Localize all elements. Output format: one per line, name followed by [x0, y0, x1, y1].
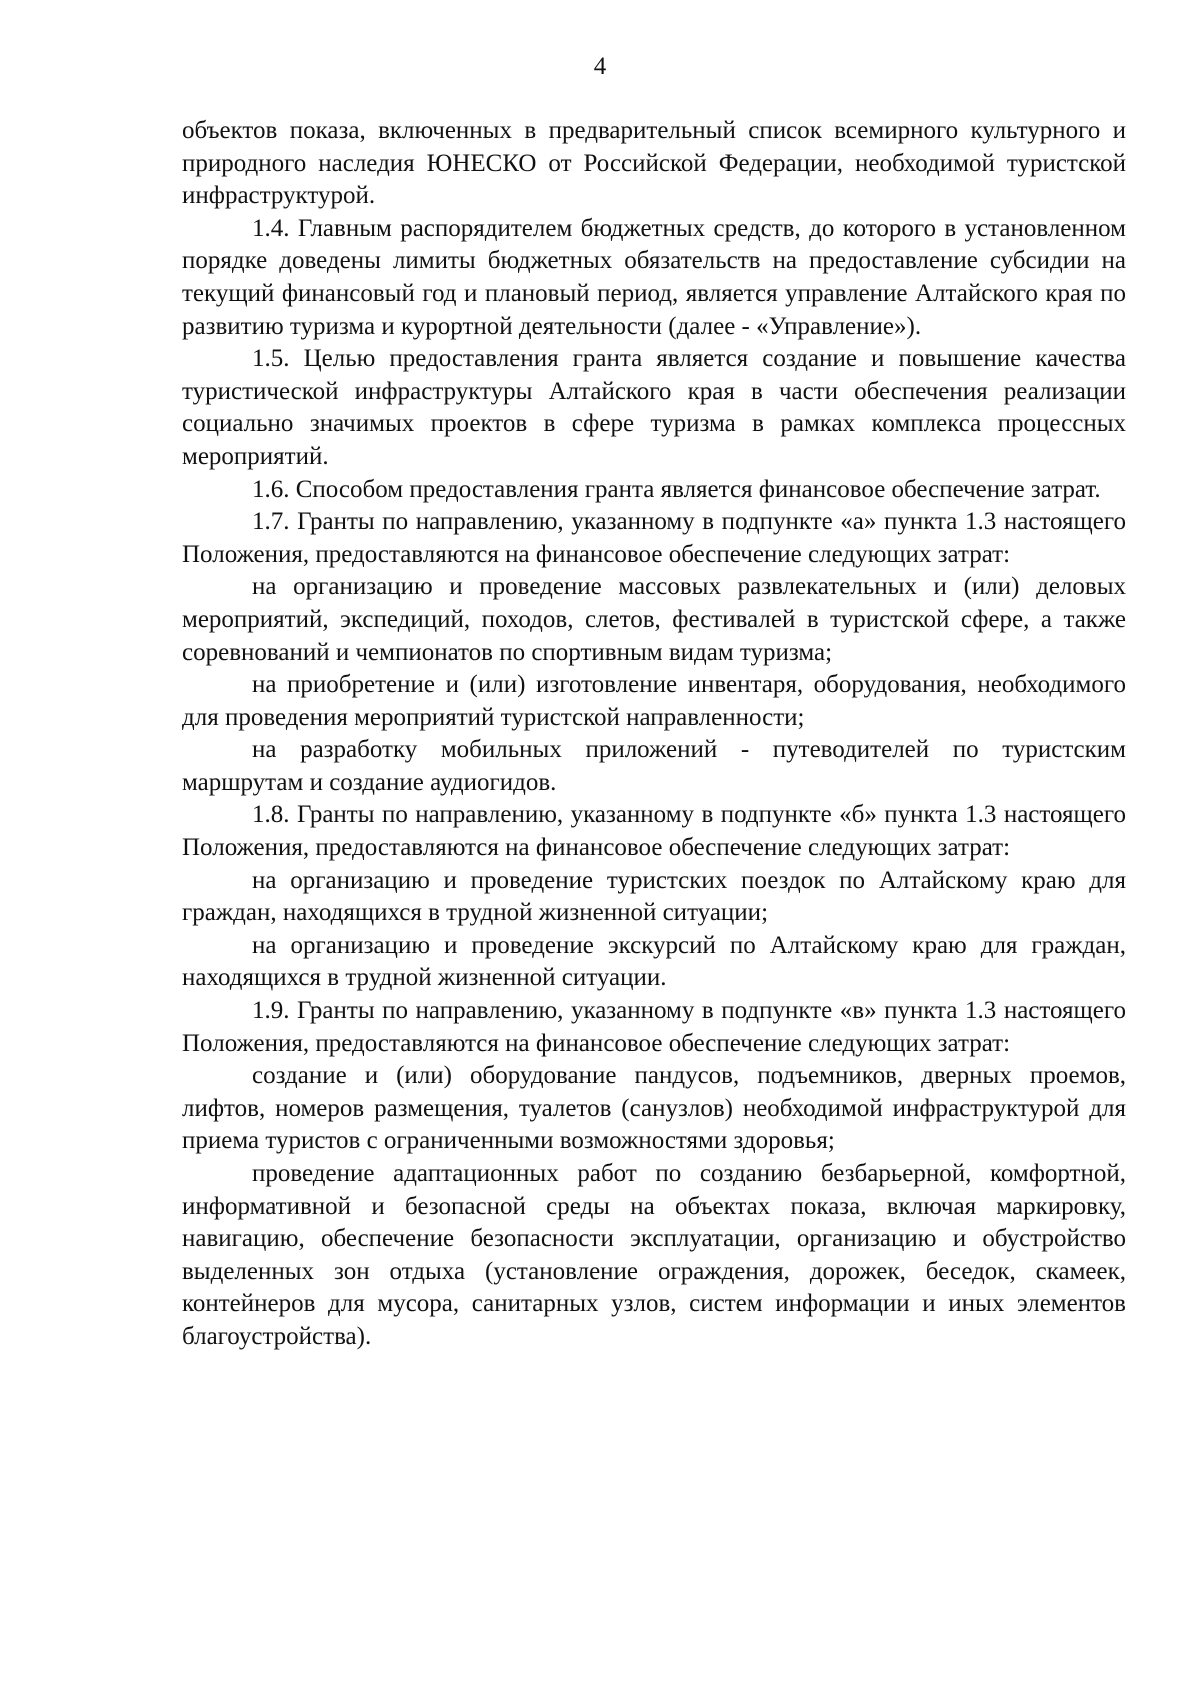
- paragraph: на организацию и проведение туристских поездок по Алтайскому краю для граждан, находящихся в трудной жизненной ситуации;: [182, 866, 1126, 927]
- paragraph: 1.5. Целью предоставления гранта является создание и повышение качества туристической инфраструктуры Алтайского края в части обеспечения реализации социально значимых проектов в сфере туризма в рамках комплекса процессных мероприятий.: [182, 345, 1126, 470]
- paragraph: 1.4. Главным распорядителем бюджетных средств, до которого в установленном порядке доведены лимиты бюджетных обязательств на предоставление субсидии на текущий финансовый год и плановый период, является управление Алтайского края по развитию туризма и курортной деятельности (далее - «Управление»).: [182, 214, 1126, 340]
- paragraph: 1.9. Гранты по направлению, указанному в подпункте «в» пункта 1.3 настоящего Положения, предоставляются на финансовое обеспечение следующих затрат:: [182, 997, 1126, 1057]
- page-number: 4: [593, 53, 607, 80]
- paragraph: 1.7. Гранты по направлению, указанному в подпункте «а» пункта 1.3 настоящего Положения, предоставляются на финансовое обеспечение следующих затрат:: [182, 508, 1126, 568]
- document-body: [182, 115, 1126, 1354]
- paragraph: 1.6. Способом предоставления гранта является финансовое обеспечение затрат.: [252, 475, 1101, 503]
- paragraph: на приобретение и (или) изготовление инвентаря, оборудования, необходимого для проведения мероприятий туристской направленности;: [182, 671, 1126, 731]
- paragraph: на разработку мобильных приложений - путеводителей по туристским маршрутам и создание аудиогидов.: [182, 736, 1126, 796]
- paragraph: создание и (или) оборудование пандусов, подъемников, дверных проемов, лифтов, номеров размещения, туалетов (санузлов) необходимой инфраструктурой для приема туристов с ограниченными возможностями здоровья;: [182, 1062, 1126, 1155]
- paragraph: на организацию и проведение экскурсий по Алтайскому краю для граждан, находящихся в трудной жизненной ситуации.: [182, 931, 1126, 992]
- paragraph: 1.8. Гранты по направлению, указанному в подпункте «б» пункта 1.3 настоящего Положения, предоставляются на финансовое обеспечение следующих затрат:: [182, 801, 1126, 862]
- paragraph: на организацию и проведение массовых развлекательных и (или) деловых мероприятий, экспедиций, походов, слетов, фестивалей в туристской сфере, а также соревнований и чемпионатов по спортивным видам туризма;: [182, 573, 1126, 666]
- paragraph: объектов показа, включенных в предварительный список всемирного культурного и природного наследия ЮНЕСКО от Российской Федерации, необходимой туристской инфраструктурой.: [182, 117, 1126, 210]
- paragraph: проведение адаптационных работ по созданию безбарьерной, комфортной, информативной и безопасной среды на объектах показа, включая маркировку, навигацию, обеспечение безопасности эксплуатации, организацию и обустройство выделенных зон отдыха (установление ограждения, дорожек, беседок, скамеек, контейнеров для мусора, санитарных узлов, систем информации и иных элементов благоустройства).: [182, 1160, 1126, 1350]
